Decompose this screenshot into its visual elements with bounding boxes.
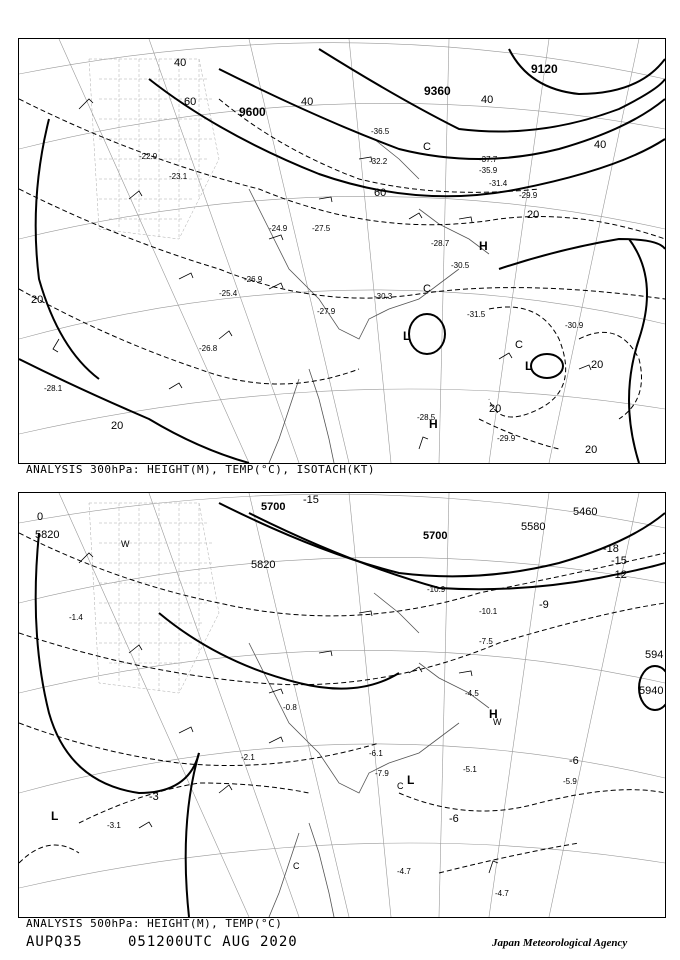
- height-label: 5580: [521, 521, 546, 533]
- map-500hpa-svg: [19, 493, 665, 917]
- cold-center: C: [423, 141, 431, 153]
- height-label: 5700: [423, 530, 448, 542]
- temp-value: -6.1: [369, 749, 383, 758]
- temp-value: -23.1: [169, 172, 188, 181]
- height-contours: [36, 503, 665, 917]
- agency-name: Japan Meteorological Agency: [492, 937, 628, 949]
- isotach-label: 20: [591, 359, 604, 371]
- isotach-label: 20: [111, 420, 124, 432]
- isotach-label: 20: [585, 444, 598, 456]
- height-label: 9120: [531, 62, 558, 76]
- temp-contour-label: -9: [539, 599, 549, 611]
- temp-value: -2.1: [241, 753, 255, 762]
- temp-value: -28.7: [431, 239, 450, 248]
- temp-value: -7.9: [375, 769, 389, 778]
- map-panel-500hpa: [18, 492, 666, 918]
- height-label: 9360: [424, 84, 451, 98]
- isotach-label: 40: [594, 139, 607, 151]
- height-label: 5700: [261, 501, 286, 513]
- temp-contour-label: -12: [611, 569, 627, 581]
- wind-barbs: [79, 553, 498, 873]
- high-pressure-center: H: [429, 417, 438, 431]
- temp-contour-label: -15: [611, 555, 627, 567]
- cold-center: C: [293, 861, 300, 871]
- temp-value: -5.1: [463, 765, 477, 774]
- temp-value: -27.5: [312, 224, 331, 233]
- temp-value: -28.5: [417, 413, 436, 422]
- temp-value: -26.8: [199, 344, 218, 353]
- height-label: 594: [645, 649, 664, 661]
- chart-code: AUPQ35: [26, 934, 83, 950]
- temp-value: -0.8: [283, 703, 297, 712]
- temp-value: -24.9: [269, 224, 288, 233]
- cold-center: C: [397, 781, 404, 791]
- low-pressure-center: L: [407, 773, 415, 787]
- isotach-label: 60: [374, 187, 387, 199]
- temp-value: -29.9: [497, 434, 516, 443]
- high-pressure-center: H: [479, 239, 488, 253]
- temp-value: -27.9: [317, 307, 336, 316]
- caption-300hpa: ANALYSIS 300hPa: HEIGHT(M), TEMP(°C), ISOTACH(KT): [26, 463, 376, 476]
- map-300hpa-svg: [19, 39, 665, 463]
- temp-value: -4.5: [465, 689, 479, 698]
- isotach-label: 20: [489, 403, 502, 415]
- isotach-label: 40: [174, 57, 187, 69]
- temp-value: -1.4: [69, 613, 83, 622]
- temp-contour-label: 0: [37, 511, 44, 523]
- temp-value: -37.7: [479, 155, 498, 164]
- height-label: 5820: [35, 529, 60, 541]
- map-panel-300hpa: [18, 38, 666, 464]
- temp-value: -30.3: [374, 292, 393, 301]
- low-pressure-center: L: [51, 809, 59, 823]
- temp-value: -4.7: [495, 889, 509, 898]
- temp-value: -36.5: [371, 127, 390, 136]
- low-pressure-center: L: [525, 359, 533, 373]
- cold-center: C: [515, 339, 523, 351]
- high-pressure-center: H: [489, 707, 498, 721]
- temp-value: -25.4: [219, 289, 238, 298]
- temp-value: -30.5: [451, 261, 470, 270]
- temp-value: -5.9: [563, 777, 577, 786]
- temp-value: -4.7: [397, 867, 411, 876]
- temp-contour-label: -3: [149, 791, 159, 803]
- height-label: 5940: [639, 685, 664, 697]
- temp-contour-label: -15: [303, 494, 319, 506]
- temp-value: -31.4: [489, 179, 508, 188]
- temp-value: -29.9: [519, 191, 538, 200]
- height-label: 5820: [251, 559, 276, 571]
- temp-value: -7.5: [479, 637, 493, 646]
- isotach-label: 20: [31, 294, 44, 306]
- temp-value: -31.5: [467, 310, 486, 319]
- warm-center: W: [493, 717, 502, 727]
- wind-barbs: [53, 99, 591, 449]
- temp-value: -22.9: [139, 152, 158, 161]
- isotach-label: 60: [184, 96, 197, 108]
- valid-time: 051200UTC AUG 2020: [128, 934, 298, 950]
- temp-value: -3.1: [107, 821, 121, 830]
- warm-center: W: [121, 539, 130, 549]
- isotach-label: 20: [527, 209, 540, 221]
- temp-value: -10.1: [479, 607, 498, 616]
- temp-value: -28.1: [44, 384, 63, 393]
- temp-value: -35.9: [479, 166, 498, 175]
- graticule: [19, 39, 665, 463]
- isotach-label: 40: [301, 96, 314, 108]
- temp-contour-label: -18: [603, 543, 619, 555]
- height-label: 9600: [239, 105, 266, 119]
- height-label: 5460: [573, 506, 598, 518]
- temp-contour-label: -6: [569, 755, 579, 767]
- temp-value: -26.9: [244, 275, 263, 284]
- temp-contour-label: -6: [449, 813, 459, 825]
- temp-value: -30.9: [565, 321, 584, 330]
- caption-500hpa: ANALYSIS 500hPa: HEIGHT(M), TEMP(°C): [26, 917, 283, 930]
- low-pressure-center: L: [403, 329, 411, 343]
- height-contours: [19, 49, 665, 463]
- isotach-label: 40: [481, 94, 494, 106]
- temp-value: -32.2: [369, 157, 388, 166]
- cold-center: C: [423, 283, 431, 295]
- temp-value: -10.9: [427, 585, 446, 594]
- terrain-shading: [89, 503, 219, 693]
